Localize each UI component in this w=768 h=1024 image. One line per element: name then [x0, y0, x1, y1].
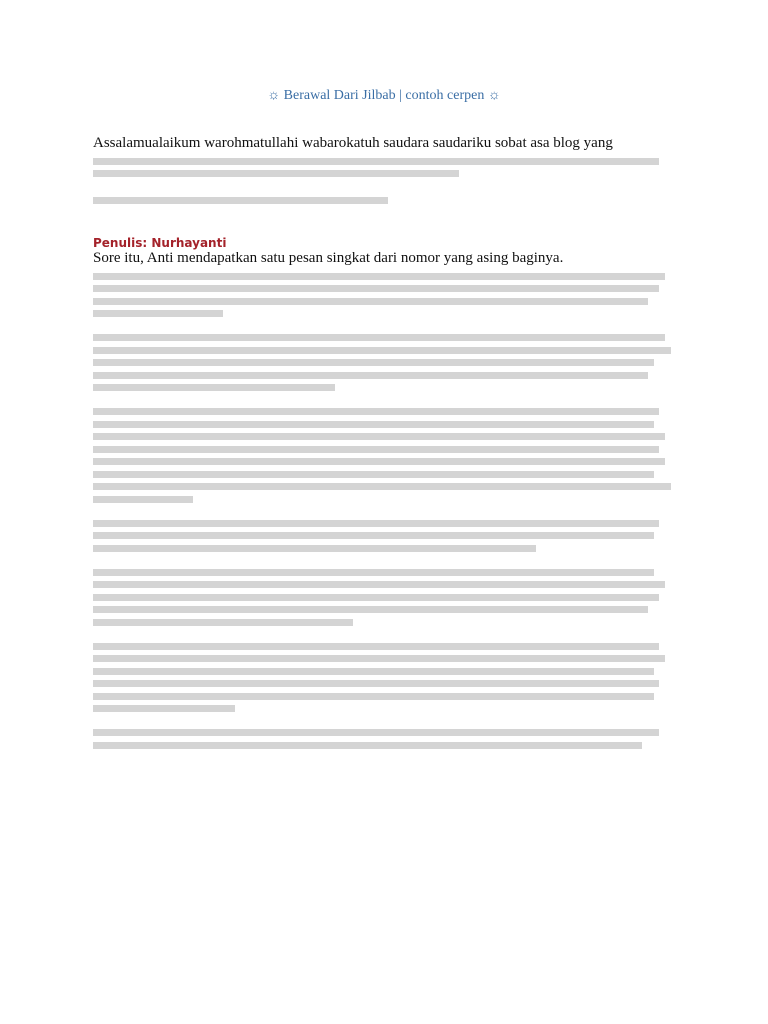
- story-paragraph: [93, 520, 683, 552]
- greeting-paragraph: [93, 192, 683, 210]
- story-paragraph: [93, 334, 683, 391]
- story-paragraph: [93, 408, 683, 503]
- text-placeholder: [93, 158, 659, 165]
- story-paragraph: [93, 729, 683, 749]
- text-placeholder: [93, 170, 459, 177]
- title-text: Berawal Dari Jilbab | contoh cerpen: [283, 88, 485, 103]
- document-title: [0, 88, 768, 104]
- story-body: [93, 250, 683, 766]
- story-paragraph: [93, 643, 683, 713]
- text-placeholder: [93, 197, 388, 204]
- story-paragraph: [93, 569, 683, 626]
- story-paragraph: [93, 250, 683, 317]
- story-excerpt: Sore itu, Anti mendapatkan satu pesan singkat dari nomor yang asing baginya.: [93, 250, 564, 266]
- author-label: Penulis: Nurhayanti: [93, 236, 227, 250]
- sun-icon: ☼: [487, 88, 501, 103]
- intro-paragraph: [93, 135, 683, 183]
- sun-icon: ☼: [267, 88, 281, 103]
- intro-excerpt: Assalamualaikum warohmatullahi wabarokatuh saudara saudariku sobat asa blog yang: [93, 135, 613, 151]
